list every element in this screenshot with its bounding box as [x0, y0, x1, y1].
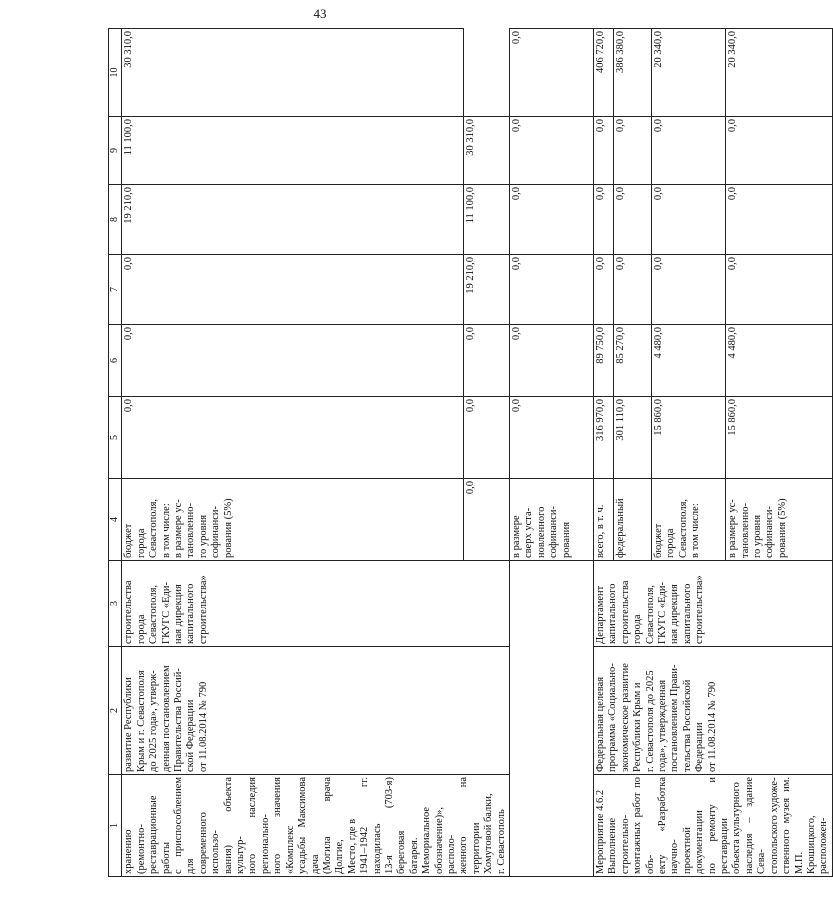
value-cell: 406 720,0: [594, 29, 614, 117]
value-cell: 15 860,0: [651, 397, 726, 479]
funding-source: бюджет города Севастополя, в том числе:: [651, 479, 726, 561]
value-cell: 20 340,0: [726, 29, 832, 117]
value-cell: 0,0: [594, 117, 614, 185]
value-cell: 0,0: [510, 255, 594, 325]
rotated-table-container: [108, 29, 830, 877]
value-cell: 4 480,0: [726, 325, 832, 397]
page-number: 43: [313, 6, 327, 21]
value-cell: 0,0: [122, 397, 464, 479]
value-cell: 0,0: [122, 325, 464, 397]
value-cell: 0,0: [726, 255, 832, 325]
value-cell: 301 110,0: [614, 397, 651, 479]
spacer-cell: [510, 561, 594, 877]
value-cell: 0,0: [614, 255, 651, 325]
value-cell: 316 970,0: [594, 397, 614, 479]
value-cell: 0,0: [510, 29, 594, 117]
value-cell: 0,0: [464, 397, 510, 479]
measure-description: Мероприятие 4.6.2 Выполнение строительно- монтажных работ по объ- екту «Разработка научно- проектной документации по ремонту и реставрации объекта культурного наследия – здание Сева- стопольского художе- ственного музея им. М.П. Крошицкого, расположен-: [594, 775, 833, 877]
column-number: 10: [109, 29, 122, 117]
responsible-executor: строительства города Севастополя, ГКУГС «Еди- ная дирекция капитального строительства»: [122, 561, 510, 647]
value-cell: 89 750,0: [594, 325, 614, 397]
value-cell: 0,0: [726, 117, 832, 185]
column-number: 8: [109, 185, 122, 255]
value-cell: 0,0: [651, 185, 726, 255]
responsible-executor: Департамент капитального строительства города Севастополя, ГКУГС «Еди- ная дирекция капитального строительства»: [594, 561, 833, 647]
column-number: 2: [109, 647, 122, 775]
column-number: 3: [109, 561, 122, 647]
value-cell: 0,0: [464, 479, 510, 561]
column-number: 5: [109, 397, 122, 479]
value-cell: 19 210,0: [464, 255, 510, 325]
column-number: 7: [109, 255, 122, 325]
column-number: 1: [109, 775, 122, 877]
budget-table: [108, 28, 833, 877]
value-cell: 0,0: [594, 255, 614, 325]
value-cell: 0,0: [510, 185, 594, 255]
measure-description: хранению (ремонтно- реставрационные работы с приспособлением для современного использо- вания) объекта культур- ного наследия регионально- ного значения «Комплекс усадьбы Максимова дача (Могила врача Долгие, Место, где в 1941–1942 гг. находилась 13-я (703-я) береговая батарея. Мемориальное обозначение)», располо- женного на территории Хомутовой балки, г. Севастополь: [122, 775, 510, 877]
value-cell: 0,0: [464, 325, 510, 397]
value-cell: 386 380,0: [614, 29, 651, 117]
program-name: Федеральная целевая программа «Социально- экономическое развитие Республики Крым и г. Севастополя до 2025 года», утвержденная постановлением Прави- тельства Российской Федерации от 11.08.2014 № 790: [594, 647, 833, 775]
value-cell: 0,0: [510, 117, 594, 185]
value-cell: 0,0: [594, 185, 614, 255]
program-name: развитие Республики Крым и г. Севастополя до 2025 года», утверж- денная постановлением Правительства Россий- ской Федерации от 11.08.2014 № 790: [122, 647, 510, 775]
value-cell: 19 210,0: [122, 185, 464, 255]
value-cell: 0,0: [651, 255, 726, 325]
funding-source: в размере сверх уста- новленного софинанси- рования: [510, 479, 594, 561]
value-cell: 30 310,0: [464, 117, 510, 185]
column-number-row: [109, 29, 122, 877]
funding-source: всего, в т. ч.: [594, 479, 614, 561]
value-cell: 0,0: [122, 255, 464, 325]
value-cell: 0,0: [614, 185, 651, 255]
value-cell: 0,0: [510, 325, 594, 397]
table-row: [122, 29, 464, 877]
value-cell: 0,0: [614, 117, 651, 185]
funding-source: в размере ус- тановленно- го уровня софинанси- рования (5%): [726, 479, 832, 561]
funding-source: федеральный: [614, 479, 651, 561]
value-cell: 0,0: [651, 117, 726, 185]
funding-source: бюджет города Севастополя, в том числе: в размере ус- тановленно- го уровня софинанси- рования (5%): [122, 479, 464, 561]
column-number: 6: [109, 325, 122, 397]
value-cell: 20 340,0: [651, 29, 726, 117]
column-number: 4: [109, 479, 122, 561]
table-row: [594, 29, 614, 877]
value-cell: 4 480,0: [651, 325, 726, 397]
table-row: [510, 29, 594, 877]
column-number: 9: [109, 117, 122, 185]
value-cell: 30 310,0: [122, 29, 464, 117]
value-cell: 11 100,0: [122, 117, 464, 185]
value-cell: 15 860,0: [726, 397, 832, 479]
value-cell: 0,0: [726, 185, 832, 255]
value-cell: 0,0: [510, 397, 594, 479]
value-cell: 85 270,0: [614, 325, 651, 397]
value-cell: 11 100,0: [464, 185, 510, 255]
